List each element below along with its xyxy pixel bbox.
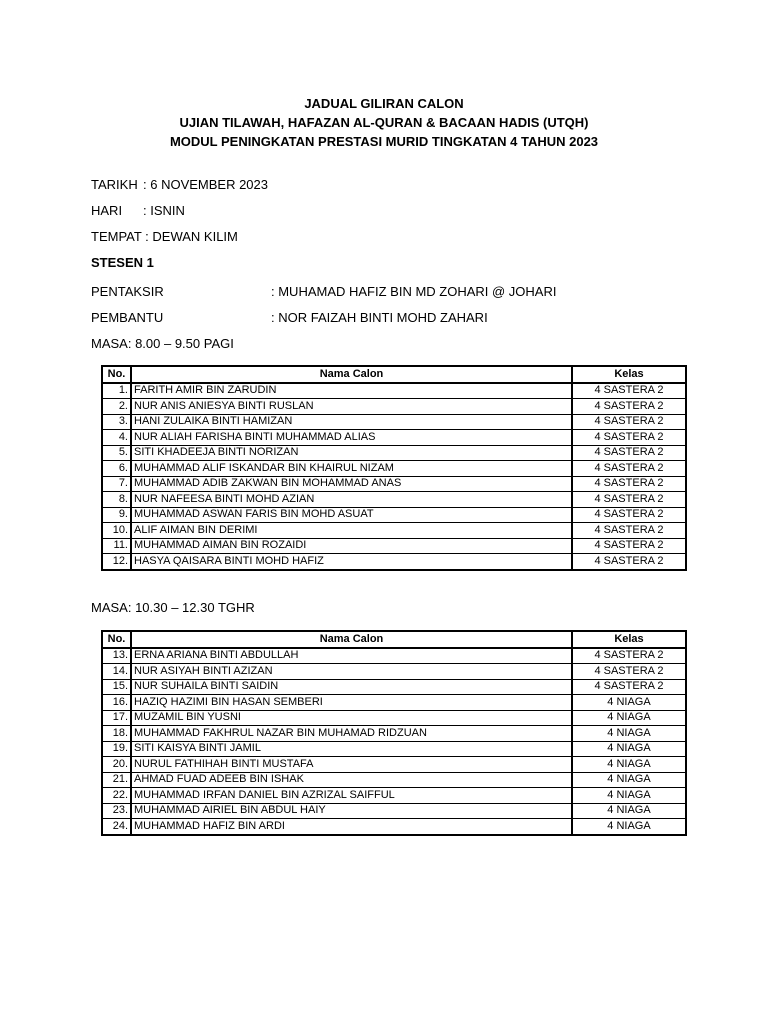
row-number: 21. xyxy=(102,772,131,788)
row-number: 7. xyxy=(102,476,131,492)
candidate-class: 4 NIAGA xyxy=(572,819,686,835)
table-row xyxy=(102,803,686,819)
table-row xyxy=(102,710,686,726)
title-line-2: UJIAN TILAWAH, HAFAZAN AL-QURAN & BACAAN HADIS (UTQH) xyxy=(179,115,589,130)
title-line-3: MODUL PENINGKATAN PRESTASI MURID TINGKATAN 4 TAHUN 2023 xyxy=(169,134,599,149)
table-row xyxy=(102,554,686,570)
candidate-class: 4 NIAGA xyxy=(572,788,686,804)
candidate-class: 4 SASTERA 2 xyxy=(572,461,686,477)
candidate-name: NUR ANIS ANIESYA BINTI RUSLAN xyxy=(131,399,572,415)
date-value: : 6 NOVEMBER 2023 xyxy=(143,177,268,192)
candidate-class: 4 NIAGA xyxy=(572,695,686,711)
candidate-name: MUHAMMAD ADIB ZAKWAN BIN MOHAMMAD ANAS xyxy=(131,476,572,492)
session-2-time: MASA: 10.30 – 12.30 TGHR xyxy=(91,600,255,615)
date-label: TARIKH xyxy=(91,177,138,192)
table-row xyxy=(102,679,686,695)
row-number: 3. xyxy=(102,414,131,430)
candidate-class: 4 SASTERA 2 xyxy=(572,507,686,523)
table-row xyxy=(102,383,686,399)
row-number: 20. xyxy=(102,757,131,773)
table-row xyxy=(102,476,686,492)
table-row xyxy=(102,741,686,757)
candidate-name: HASYA QAISARA BINTI MOHD HAFIZ xyxy=(131,554,572,570)
candidate-table-session-1 xyxy=(101,365,687,571)
table-row xyxy=(102,695,686,711)
candidate-name: MUHAMMAD HAFIZ BIN ARDI xyxy=(131,819,572,835)
candidate-name: AHMAD FUAD ADEEB BIN ISHAK xyxy=(131,772,572,788)
candidate-name: NUR NAFEESA BINTI MOHD AZIAN xyxy=(131,492,572,508)
candidate-name: MUHAMMAD IRFAN DANIEL BIN AZRIZAL SAIFFUL xyxy=(131,788,572,804)
candidate-class: 4 SASTERA 2 xyxy=(572,523,686,539)
candidate-class: 4 SASTERA 2 xyxy=(572,492,686,508)
station-heading: STESEN 1 xyxy=(91,255,154,270)
table-header-row xyxy=(102,366,686,383)
candidate-name: HANI ZULAIKA BINTI HAMIZAN xyxy=(131,414,572,430)
candidate-name: SITI KAISYA BINTI JAMIL xyxy=(131,741,572,757)
table-row xyxy=(102,664,686,680)
candidate-class: 4 NIAGA xyxy=(572,741,686,757)
table-row xyxy=(102,445,686,461)
day-value: : ISNIN xyxy=(143,203,185,218)
candidate-name: NUR ALIAH FARISHA BINTI MUHAMMAD ALIAS xyxy=(131,430,572,446)
row-number: 22. xyxy=(102,788,131,804)
candidate-class: 4 SASTERA 2 xyxy=(572,383,686,399)
candidate-name: SITI KHADEEJA BINTI NORIZAN xyxy=(131,445,572,461)
table-row xyxy=(102,819,686,835)
candidate-class: 4 NIAGA xyxy=(572,772,686,788)
col-header-name: Nama Calon xyxy=(131,366,572,383)
candidate-class: 4 NIAGA xyxy=(572,757,686,773)
assistant-label: PEMBANTU xyxy=(91,310,164,325)
row-number: 16. xyxy=(102,695,131,711)
table-row xyxy=(102,726,686,742)
candidate-class: 4 SASTERA 2 xyxy=(572,414,686,430)
candidate-name: MUHAMMAD FAKHRUL NAZAR BIN MUHAMAD RIDZUAN xyxy=(131,726,572,742)
candidate-name: MUZAMIL BIN YUSNI xyxy=(131,710,572,726)
row-number: 2. xyxy=(102,399,131,415)
candidate-class: 4 SASTERA 2 xyxy=(572,554,686,570)
row-number: 12. xyxy=(102,554,131,570)
candidate-name: MUHAMMAD ALIF ISKANDAR BIN KHAIRUL NIZAM xyxy=(131,461,572,477)
table-row xyxy=(102,492,686,508)
candidate-name: NUR SUHAILA BINTI SAIDIN xyxy=(131,679,572,695)
candidate-class: 4 SASTERA 2 xyxy=(572,679,686,695)
candidate-name: MUHAMMAD ASWAN FARIS BIN MOHD ASUAT xyxy=(131,507,572,523)
venue-line: TEMPAT : DEWAN KILIM xyxy=(91,229,238,244)
col-header-class: Kelas xyxy=(572,366,686,383)
candidate-class: 4 NIAGA xyxy=(572,726,686,742)
table-row xyxy=(102,772,686,788)
table-row xyxy=(102,399,686,415)
candidate-name: NUR ASIYAH BINTI AZIZAN xyxy=(131,664,572,680)
row-number: 17. xyxy=(102,710,131,726)
row-number: 6. xyxy=(102,461,131,477)
row-number: 11. xyxy=(102,538,131,554)
row-number: 1. xyxy=(102,383,131,399)
session-1-time: MASA: 8.00 – 9.50 PAGI xyxy=(91,336,234,351)
col-header-no: No. xyxy=(102,366,131,383)
col-header-name: Nama Calon xyxy=(131,631,572,648)
row-number: 24. xyxy=(102,819,131,835)
row-number: 19. xyxy=(102,741,131,757)
candidate-class: 4 NIAGA xyxy=(572,710,686,726)
table-row xyxy=(102,507,686,523)
table-row xyxy=(102,523,686,539)
candidate-class: 4 SASTERA 2 xyxy=(572,538,686,554)
table-row xyxy=(102,757,686,773)
row-number: 9. xyxy=(102,507,131,523)
candidate-name: NURUL FATHIHAH BINTI MUSTAFA xyxy=(131,757,572,773)
table-row xyxy=(102,461,686,477)
table-row xyxy=(102,430,686,446)
candidate-class: 4 SASTERA 2 xyxy=(572,476,686,492)
col-header-class: Kelas xyxy=(572,631,686,648)
row-number: 5. xyxy=(102,445,131,461)
candidate-name: HAZIQ HAZIMI BIN HASAN SEMBERI xyxy=(131,695,572,711)
candidate-table-session-2 xyxy=(101,630,687,836)
col-header-no: No. xyxy=(102,631,131,648)
candidate-name: MUHAMMAD AIRIEL BIN ABDUL HAIY xyxy=(131,803,572,819)
candidate-class: 4 SASTERA 2 xyxy=(572,445,686,461)
candidate-name: MUHAMMAD AIMAN BIN ROZAIDI xyxy=(131,538,572,554)
table-header-row xyxy=(102,631,686,648)
assistant-value: : NOR FAIZAH BINTI MOHD ZAHARI xyxy=(271,310,488,325)
candidate-name: ERNA ARIANA BINTI ABDULLAH xyxy=(131,648,572,664)
table-row xyxy=(102,788,686,804)
day-label: HARI xyxy=(91,203,123,218)
document-title xyxy=(0,94,768,151)
title-line-1: JADUAL GILIRAN CALON xyxy=(304,96,464,111)
row-number: 15. xyxy=(102,679,131,695)
row-number: 23. xyxy=(102,803,131,819)
row-number: 18. xyxy=(102,726,131,742)
candidate-class: 4 SASTERA 2 xyxy=(572,664,686,680)
candidate-class: 4 SASTERA 2 xyxy=(572,430,686,446)
row-number: 13. xyxy=(102,648,131,664)
candidate-name: FARITH AMIR BIN ZARUDIN xyxy=(131,383,572,399)
row-number: 10. xyxy=(102,523,131,539)
table-row xyxy=(102,538,686,554)
assessor-label: PENTAKSIR xyxy=(91,284,164,299)
row-number: 8. xyxy=(102,492,131,508)
row-number: 14. xyxy=(102,664,131,680)
candidate-class: 4 SASTERA 2 xyxy=(572,399,686,415)
table-row xyxy=(102,648,686,664)
candidate-class: 4 SASTERA 2 xyxy=(572,648,686,664)
candidate-name: ALIF AIMAN BIN DERIMI xyxy=(131,523,572,539)
date-line xyxy=(91,177,268,192)
table-row xyxy=(102,414,686,430)
assessor-value: : MUHAMAD HAFIZ BIN MD ZOHARI @ JOHARI xyxy=(271,284,557,299)
row-number: 4. xyxy=(102,430,131,446)
candidate-class: 4 NIAGA xyxy=(572,803,686,819)
day-line xyxy=(91,203,185,218)
